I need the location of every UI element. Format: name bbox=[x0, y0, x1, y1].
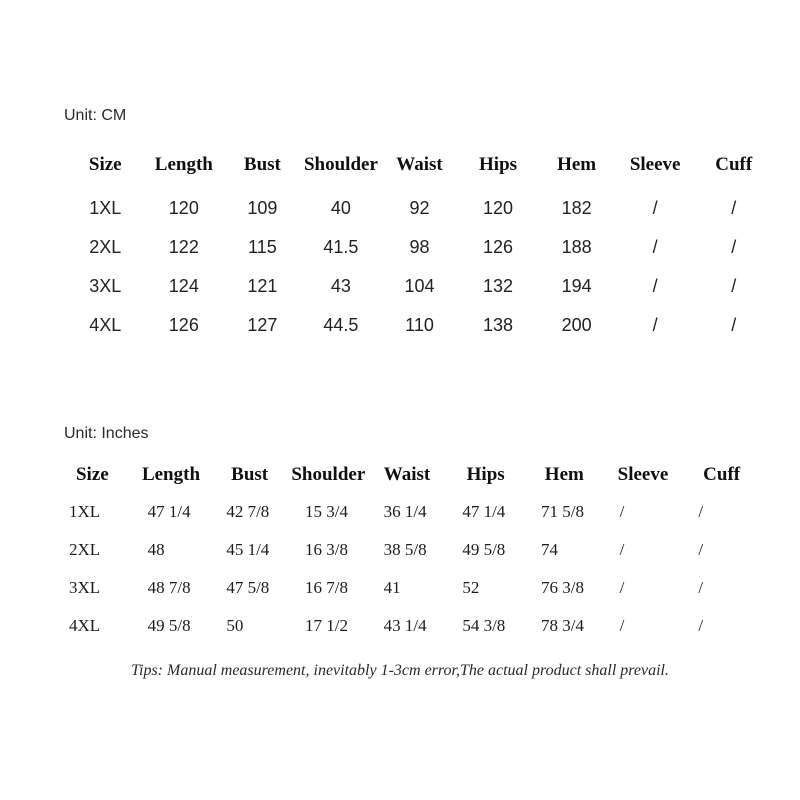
header-cell: Hem bbox=[544, 464, 584, 485]
header-cell: Waist bbox=[396, 154, 443, 175]
table-cell: 109 bbox=[247, 197, 278, 218]
table-cell: 200 bbox=[561, 314, 592, 335]
table-cell: 54 3/8 bbox=[462, 616, 506, 635]
table-cell: / bbox=[652, 314, 658, 335]
table-cell: / bbox=[652, 236, 658, 257]
table-cell: 38 5/8 bbox=[383, 540, 427, 559]
header-cell: Length bbox=[154, 154, 213, 175]
header-cell: Shoulder bbox=[291, 464, 366, 485]
table-cell: / bbox=[619, 502, 625, 521]
table-row bbox=[53, 575, 761, 601]
table-row bbox=[66, 234, 773, 260]
table-cell: / bbox=[731, 275, 737, 296]
header-cell: Size bbox=[88, 154, 122, 175]
table-cell: / bbox=[619, 616, 625, 635]
header-cell: Sleeve bbox=[617, 464, 669, 485]
size-table-cm bbox=[66, 152, 773, 351]
table-cell: 120 bbox=[483, 197, 514, 218]
header-row bbox=[66, 152, 773, 178]
table-cell: 50 bbox=[226, 616, 244, 635]
header-cell: Size bbox=[75, 464, 109, 485]
table-row bbox=[66, 312, 773, 338]
table-cell: 120 bbox=[168, 197, 199, 218]
header-cell: Hem bbox=[557, 154, 597, 175]
table-row bbox=[53, 613, 761, 639]
table-row bbox=[53, 499, 761, 525]
table-cell: 2XL bbox=[89, 236, 122, 257]
table-cell: 110 bbox=[405, 314, 434, 335]
table-cell: 49 5/8 bbox=[462, 540, 506, 559]
table-cell: / bbox=[652, 197, 658, 218]
table-cell: 48 7/8 bbox=[147, 578, 191, 597]
table-cell: 40 bbox=[330, 197, 351, 218]
header-cell: Hips bbox=[466, 464, 505, 485]
table-cell: 47 5/8 bbox=[226, 578, 270, 597]
table-cell: 2XL bbox=[69, 540, 101, 559]
size-table-inches bbox=[53, 462, 761, 651]
table-cell: 115 bbox=[248, 236, 277, 257]
table-cell: 49 5/8 bbox=[147, 616, 191, 635]
table-cell: 48 bbox=[147, 540, 165, 559]
table-cell: 188 bbox=[561, 236, 592, 257]
table-cell: / bbox=[619, 540, 625, 559]
table-cell: / bbox=[652, 275, 658, 296]
unit-cm-label: Unit: CM bbox=[64, 107, 127, 124]
table-cell: 138 bbox=[483, 314, 514, 335]
table-cell: 3XL bbox=[69, 578, 101, 597]
table-cell: 16 3/8 bbox=[304, 540, 348, 559]
table-cell: 52 bbox=[462, 578, 480, 597]
table-cell: 76 3/8 bbox=[540, 578, 584, 597]
header-cell: Cuff bbox=[715, 154, 753, 175]
table-cell: 4XL bbox=[69, 616, 101, 635]
table-cell: / bbox=[698, 616, 704, 635]
table-cell: / bbox=[731, 197, 737, 218]
table-row bbox=[53, 537, 761, 563]
table-cell: / bbox=[698, 540, 704, 559]
tips-note: Tips: Manual measurement, inevitably 1-3cm error,The actual product shall prevail. bbox=[130, 662, 669, 679]
table-cell: 132 bbox=[483, 275, 514, 296]
table-cell: 47 1/4 bbox=[462, 502, 506, 521]
table-cell: / bbox=[698, 578, 704, 597]
table-cell: 16 7/8 bbox=[304, 578, 348, 597]
table-cell: 126 bbox=[168, 314, 199, 335]
table-cell: 36 1/4 bbox=[383, 502, 427, 521]
header-cell: Hips bbox=[479, 154, 518, 175]
table-cell: 194 bbox=[561, 275, 592, 296]
table-cell: 74 bbox=[540, 540, 558, 559]
table-cell: 104 bbox=[404, 275, 435, 296]
table-cell: 4XL bbox=[89, 314, 122, 335]
table-cell: 43 1/4 bbox=[383, 616, 427, 635]
table-cell: 182 bbox=[561, 197, 592, 218]
table-row bbox=[66, 273, 773, 299]
table-cell: 71 5/8 bbox=[540, 502, 584, 521]
table-cell: 121 bbox=[247, 275, 278, 296]
header-cell: Waist bbox=[383, 464, 431, 485]
table-cell: 126 bbox=[483, 236, 514, 257]
table-cell: / bbox=[731, 314, 737, 335]
header-cell: Length bbox=[141, 464, 201, 485]
table-cell: / bbox=[698, 502, 704, 521]
table-cell: 42 7/8 bbox=[226, 502, 270, 521]
table-cell: 124 bbox=[168, 275, 199, 296]
table-cell: 78 3/4 bbox=[540, 616, 584, 635]
table-cell: 92 bbox=[409, 197, 430, 218]
table-cell: 98 bbox=[409, 236, 430, 257]
table-cell: 1XL bbox=[69, 502, 101, 521]
table-cell: 41 bbox=[383, 578, 401, 597]
header-row bbox=[53, 462, 761, 488]
table-cell: / bbox=[731, 236, 737, 257]
header-cell: Bust bbox=[243, 154, 281, 175]
table-cell: 41.5 bbox=[323, 236, 359, 257]
table-cell: 44.5 bbox=[323, 314, 359, 335]
table-cell: 15 3/4 bbox=[304, 502, 348, 521]
table-cell: 127 bbox=[247, 314, 278, 335]
table-cell: 1XL bbox=[89, 197, 122, 218]
header-cell: Bust bbox=[231, 464, 269, 485]
table-row bbox=[66, 195, 773, 221]
header-cell: Cuff bbox=[703, 464, 741, 485]
table-cell: 47 1/4 bbox=[147, 502, 191, 521]
table-cell: 3XL bbox=[89, 275, 122, 296]
unit-inches-label: Unit: Inches bbox=[64, 425, 149, 442]
table-cell: 122 bbox=[168, 236, 199, 257]
table-cell: / bbox=[619, 578, 625, 597]
table-cell: 43 bbox=[330, 275, 351, 296]
table-cell: 17 1/2 bbox=[304, 616, 348, 635]
header-cell: Shoulder bbox=[303, 154, 378, 175]
table-cell: 45 1/4 bbox=[226, 540, 270, 559]
header-cell: Sleeve bbox=[629, 154, 681, 175]
